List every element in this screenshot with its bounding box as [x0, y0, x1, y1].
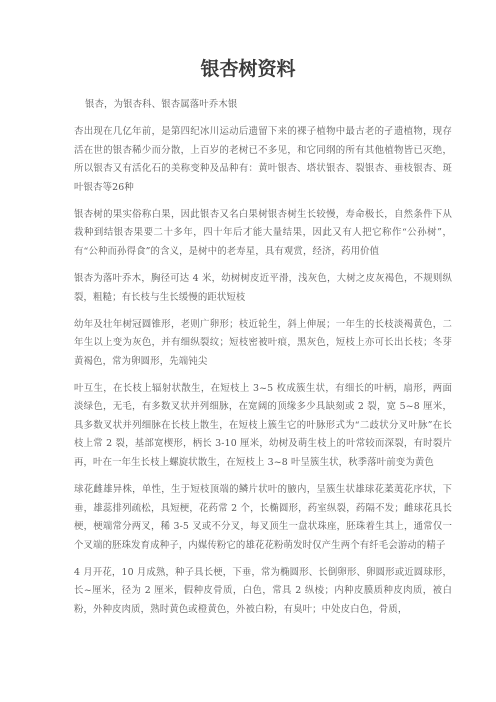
paragraph-seeds: 4 月开花，10 月成熟，种子具长梗，下垂，常为椭圆形、长倒卵形、卵圆形或近圆球形，长~厘米，径为 2 厘米，假种皮骨质，白色，常具 2 纵棱；内种皮膜质种皮肉质，被白粉，外种皮肉质，熟时黄色或橙黄色，外被白粉，有臭叶；中处皮白色，骨质，	[74, 566, 452, 615]
paragraph-intro: 银杏，为银杏科、银杏属落叶乔木银	[85, 99, 238, 110]
paragraph-bark: 银杏为落叶乔木，胸径可达 4 米，幼树树皮近平滑，浅灰色，大树之皮灰褐色，不规则纵裂，粗糙；有长枝与生长缓慢的距状短枝	[74, 272, 452, 303]
document-title: 银杏树资料	[200, 58, 296, 80]
document-body	[74, 96, 452, 628]
paragraph-history: 杏出现在几亿年前，是第四纪冰川运动后遗留下来的裸子植物中最古老的孑遗植物，现存活在世的银杏稀少而分散，上百岁的老树已不多见，和它同纲的所有其他植物皆已灭绝，所以银杏又有活化石的美称变种及品种有：黄叶银杏、塔状银杏、裂银杏、垂枝银杏、斑叶银杏等26种	[74, 125, 452, 193]
paragraph-fruit: 银杏树的果实俗称白果，因此银杏又名白果树银杏树生长较慢，寿命极长，自然条件下从栽种到结银杏果要二十多年，四十年后才能大量结果，因此又有人把它称作“公孙树”，有“公种而孙得食”的含义，是树中的老寿星，具有观赏，经济，药用价值	[74, 208, 452, 257]
paragraph-crown: 幼年及壮年树冠圆锥形，老则广卵形；枝近轮生，斜上伸展；一年生的长枝淡褐黄色，二年生以上变为灰色，并有细纵裂纹；短枝密被叶痕，黑灰色，短枝上亦可长出长枝；冬芽黄褐色，常为卵圆形，先端钝尖	[74, 318, 452, 367]
paragraph-leaves: 叶互生，在长枝上辐射状散生，在短枝上 3~5 枚成簇生状，有细长的叶柄，扇形，两面淡绿色，无毛，有多数叉状并列细脉，在宽阔的顶缘多少具缺刻或 2 裂，宽 5~8 厘米，具多数叉状并列细脉在长枝上散生，在短枝上簇生它的叶脉形式为“二歧状分叉叶脉”在长枝上常 2 裂，基部宽楔形，柄长 3-10 厘米，幼树及萌生枝上的叶常较而深裂，有时裂片再，叶在一年生长枝上螺旋状散生，在短枝上 3~8 叶呈簇生状，秋季落叶前变为黄色	[74, 382, 452, 469]
paragraph-flowers: 球花雌雄异株，单性，生于短枝顶端的鳞片状叶的腋内，呈簇生状雄球花葇荑花序状，下垂，雄蕊排列疏松，具短梗，花药常 2 个，长椭圆形，药室纵裂，药隔不发；雌球花具长梗，梗端常分两叉，稀 3-5 叉或不分叉，每叉顶生一盘状珠座，胚珠着生其上，通常仅一个叉端的胚珠发育成种子，内媒传粉它的雄花花粉萌发时仅产生两个有纤毛会游动的精子	[74, 484, 452, 551]
